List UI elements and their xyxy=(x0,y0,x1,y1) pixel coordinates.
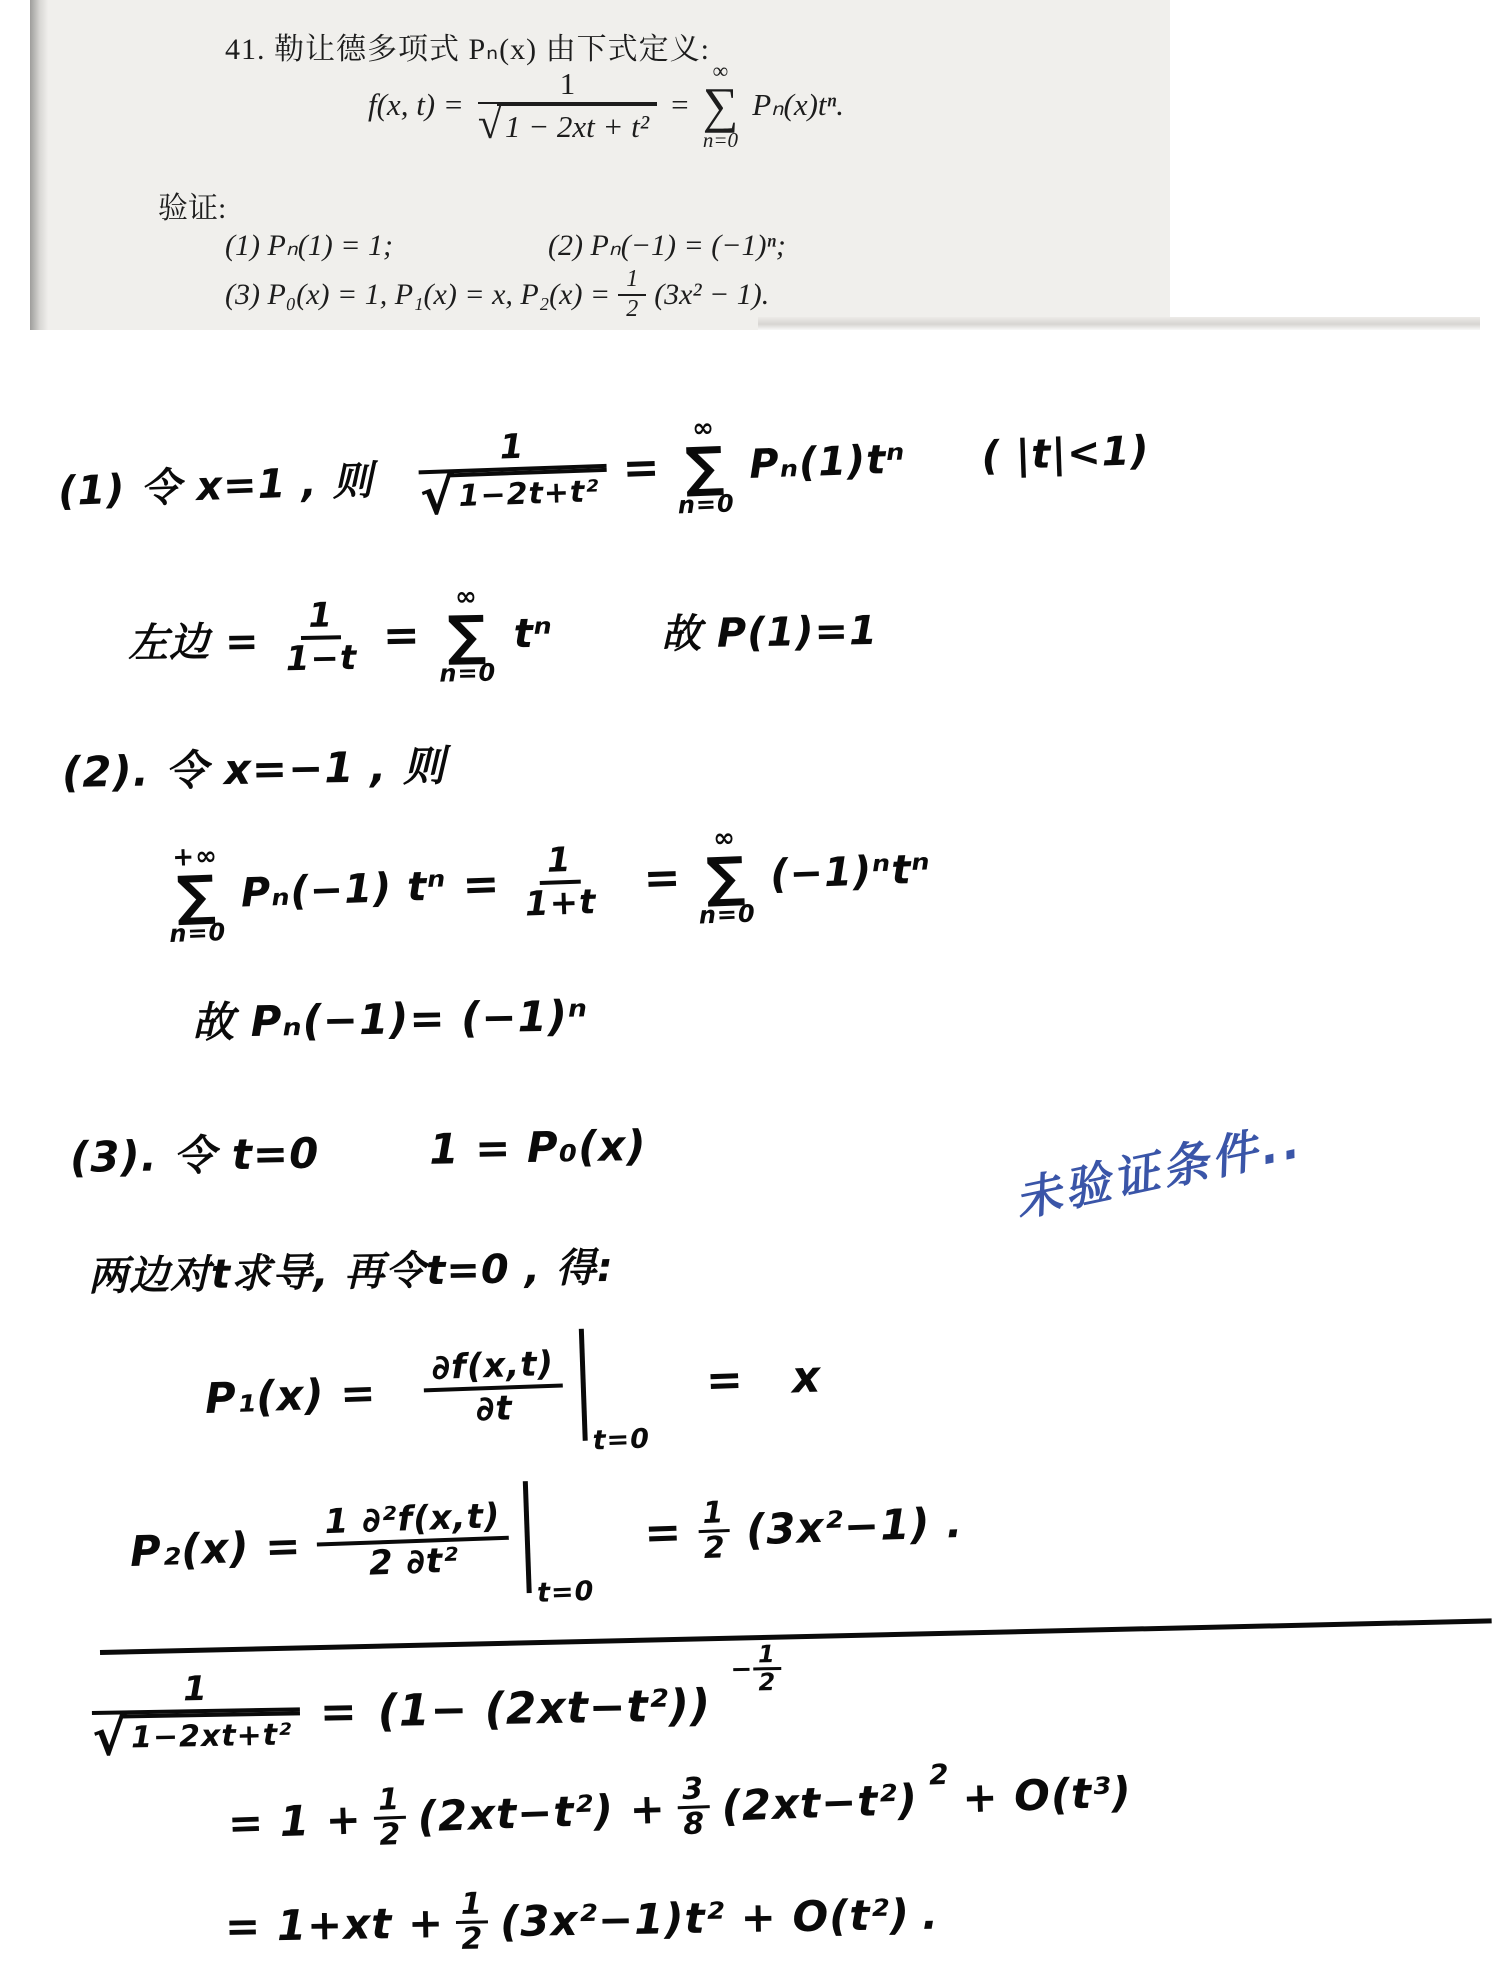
p1l1-condition: ( |t|<1) xyxy=(980,427,1151,480)
blue-grader-annotation: 未验证条件.. xyxy=(1010,1113,1308,1228)
sum-upper-limit: ∞ xyxy=(712,58,729,83)
e2-three-eighths xyxy=(677,1773,711,1840)
p1x-equals: = xyxy=(705,1353,745,1406)
formula-fraction xyxy=(477,66,657,148)
p2l2-equals2: = xyxy=(642,852,683,905)
sigma-symbol: ∑ xyxy=(683,434,726,500)
hand-part1-line1 xyxy=(56,400,1151,539)
evaluation-bar xyxy=(579,1329,588,1441)
evaluation-bar xyxy=(523,1481,532,1593)
verify-item-2: (2) Pₙ(−1) = (−1)ⁿ; xyxy=(548,229,786,262)
p1l1-sum xyxy=(675,413,736,520)
problem-title: 41. 勒让德多项式 Pₙ(x) 由下式定义: xyxy=(225,33,710,66)
p2l2-equals1: = xyxy=(461,858,502,911)
radical-sign: √ xyxy=(418,465,457,528)
e3-f3-den: 2 xyxy=(461,1920,484,1957)
p2x-den: 2 ∂t² xyxy=(368,1540,460,1584)
p3l1-equation: 1 = P₀(x) xyxy=(428,1120,647,1174)
evaluation-subscript: t=0 xyxy=(536,1575,595,1609)
e1-equals: = xyxy=(319,1686,359,1739)
hand-p2x-line xyxy=(128,1466,965,1607)
e2-square-exponent: 2 xyxy=(928,1757,951,1791)
hand-part3-line2: 两边对t求导, 再令t=0 , 得: xyxy=(87,1244,615,1300)
e2-f2-den: 8 xyxy=(682,1805,706,1842)
p1l1-equals: = xyxy=(621,442,662,495)
p2l2-term2: (−1)ⁿtⁿ xyxy=(769,846,932,898)
p1l1-term: Pₙ(1)tⁿ xyxy=(748,436,907,488)
half-num: 1 xyxy=(697,1497,730,1533)
hand-part2-line2 xyxy=(166,818,932,949)
p1l2-sum xyxy=(438,581,497,688)
exponent-half xyxy=(753,1642,782,1696)
item3-half-num: 1 xyxy=(618,266,646,296)
radical-sign: √ xyxy=(91,1707,129,1769)
hand-expansion-line1 xyxy=(91,1640,782,1769)
sum-lower-limit: n=0 xyxy=(698,899,757,930)
item3-suffix: (3x² − 1). xyxy=(654,277,770,311)
sigma-symbol: ∑ xyxy=(702,77,739,133)
scan-bottom-shadow xyxy=(758,317,1480,330)
exp-num: 1 xyxy=(753,1642,781,1671)
p1l1-sqrt-body: 1−2t+t² xyxy=(450,468,608,515)
p1x-num: ∂f(x,t) xyxy=(423,1344,563,1392)
radical-sign: √ xyxy=(477,98,502,148)
sum-lower-limit: n=0 xyxy=(677,489,736,520)
p2x-eval-bar xyxy=(523,1479,595,1609)
p1l1-fraction xyxy=(418,425,609,528)
e2-b: (2xt−t²) + xyxy=(416,1783,667,1841)
exp-den: 2 xyxy=(758,1668,777,1697)
p2l2-sum1 xyxy=(166,841,227,949)
item3-prefix: (3) P₀(x) = 1, P₁(x) = x, P₂(x) = xyxy=(225,277,611,311)
e2-d: + O(t³) xyxy=(961,1766,1133,1822)
hand-p1x-line xyxy=(203,1321,823,1457)
item3-half-fraction xyxy=(618,266,646,323)
formula-denominator: 1 − 2xt + t² xyxy=(497,104,657,145)
e1-exponent xyxy=(730,1642,781,1696)
item3-half-den: 2 xyxy=(626,295,639,322)
e1-fraction xyxy=(91,1668,300,1769)
p1x-lhs: P₁(x) = xyxy=(204,1367,378,1423)
verify-item-3 xyxy=(225,266,769,323)
sum-lower-limit: n=0 xyxy=(168,918,227,949)
hand-part2-line1: (2). 令 x=−1 , 则 xyxy=(61,741,447,797)
p2x-half-fraction xyxy=(697,1497,731,1564)
hand-part2-line3: 故 Pₙ(−1)= (−1)ⁿ xyxy=(191,991,589,1047)
e3-end: . xyxy=(921,1889,940,1939)
formula-numerator: 1 xyxy=(478,66,657,104)
e2-c: (2xt−t²) xyxy=(720,1774,919,1831)
half-den: 2 xyxy=(703,1529,727,1566)
e3-a: = 1+xt + xyxy=(224,1897,445,1951)
e2-f1-num: 1 xyxy=(373,1784,406,1820)
formula-lhs: f(x, t) = xyxy=(368,87,464,123)
p1l2-conclusion: 故 P(1)=1 xyxy=(660,608,879,658)
sum-upper-limit: +∞ xyxy=(171,841,219,873)
p1l2-equals: = xyxy=(382,610,422,662)
p2x-num: 1 ∂²f(x,t) xyxy=(316,1497,509,1547)
sum-upper-limit: ∞ xyxy=(454,581,479,613)
e1-sqrt-body: 1−2xt+t² xyxy=(123,1711,301,1756)
p1l2-num: 1 xyxy=(300,596,341,640)
p1x-rhs: x xyxy=(790,1350,823,1403)
hand-separator-line xyxy=(100,1618,1492,1655)
p1x-den: ∂t xyxy=(475,1388,514,1430)
sum-upper-limit: ∞ xyxy=(691,413,716,444)
scan-left-shadow xyxy=(30,0,48,330)
formula-equals: = xyxy=(671,87,689,123)
sigma-symbol: ∑ xyxy=(175,863,218,928)
p1l2-term: tⁿ xyxy=(513,610,554,657)
e2-f1-den: 2 xyxy=(378,1816,402,1853)
e3-b: (3x²−1)t² + O(t²) xyxy=(499,1889,911,1946)
p2x-fraction xyxy=(316,1497,511,1586)
p2x-rhs: (3x²−1) . xyxy=(745,1497,964,1554)
p2l2-den: 1+t xyxy=(524,881,598,925)
p1x-fraction xyxy=(423,1344,564,1431)
e1-num: 1 xyxy=(91,1668,300,1715)
e2-f2-num: 3 xyxy=(677,1773,710,1809)
e3-half-fraction xyxy=(456,1888,489,1955)
p3l1-head: (3). 令 t=0 xyxy=(69,1128,320,1182)
sum-lower-limit: n=0 xyxy=(702,127,738,152)
sigma-symbol: ∑ xyxy=(704,844,747,910)
exponent-minus: − xyxy=(730,1654,754,1685)
e1-sqrt xyxy=(91,1707,301,1769)
verify-item-1: (1) Pₙ(1) = 1; xyxy=(225,229,393,262)
p1l1-sqrt xyxy=(418,465,608,528)
p2l2-num: 1 xyxy=(538,840,580,884)
formula-rhs: Pₙ(x)tⁿ. xyxy=(752,87,845,123)
hand-part1-line2 xyxy=(127,577,879,691)
e2-half-fraction xyxy=(373,1781,407,1853)
p1x-eval-bar xyxy=(579,1327,651,1457)
e2-a: = 1 + xyxy=(227,1793,363,1848)
p1l1-num: 1 xyxy=(418,425,607,475)
p2l2-term1: Pₙ(−1) tⁿ xyxy=(240,862,448,917)
p1l2-den: 1−t xyxy=(285,637,358,679)
p1l1-head: (1) 令 x=1 , 则 xyxy=(57,458,375,516)
sigma-symbol: ∑ xyxy=(446,603,488,668)
e3-f3-num: 1 xyxy=(456,1888,488,1923)
p2l2-fraction xyxy=(515,839,605,924)
p2x-equals: = xyxy=(643,1506,684,1559)
p1l2-fraction xyxy=(277,595,366,679)
e1-base: (1− (2xt−t²)) xyxy=(377,1680,712,1738)
sum-upper-limit: ∞ xyxy=(712,823,737,854)
hand-expansion-line2 xyxy=(227,1758,1133,1856)
verify-label: 验证: xyxy=(158,192,227,225)
formula-sqrt xyxy=(477,98,657,148)
hand-expansion-line3 xyxy=(224,1881,939,1959)
formula-sum xyxy=(703,60,739,151)
problem-formula xyxy=(368,60,844,151)
p2x-lhs: P₂(x) = xyxy=(129,1520,303,1576)
p2l2-sum2 xyxy=(696,825,756,928)
hand-part3-line1 xyxy=(69,1115,647,1185)
sum-lower-limit: n=0 xyxy=(439,658,497,688)
p1l2-head: 左边 = xyxy=(127,618,260,668)
evaluation-subscript: t=0 xyxy=(592,1423,651,1457)
